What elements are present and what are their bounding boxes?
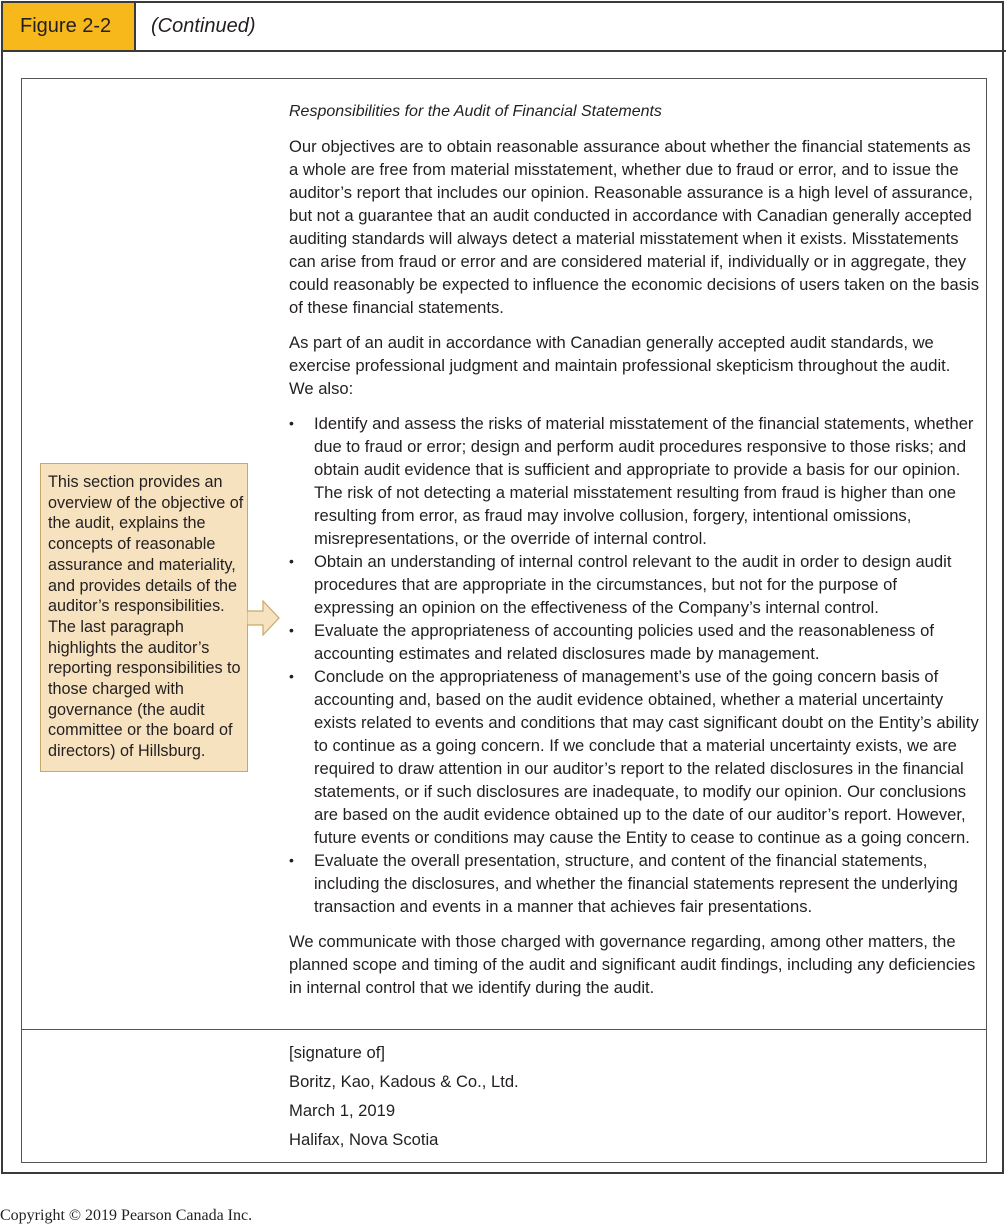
bullet-icon: •: [289, 622, 294, 638]
paragraph-objectives: Our objectives are to obtain reasonable assurance about whether the financial statements as a whole are free from material misstatement, whether due to fraud or error, and to issue the auditor’s report that includes our opinion. Reasonable assurance is a high level of assurance, but not a guarantee that an audit conducted in accordance with Canadian generally accepted auditing standards will always detect a material misstatement when it exists. Misstatements can arise from fraud or error and are considered material if, individually or in aggregate, they could reasonably be expected to influence the economic decisions of users taken on the basis of these financial statements.: [289, 137, 979, 317]
figure-caption: (Continued): [151, 15, 256, 37]
bullet-icon: •: [289, 852, 294, 868]
list-item-text: Obtain an understanding of internal control relevant to the audit in order to design audit procedures that are appropriate in the circumstances, but not for the purpose of expressing an opinion on the effectiveness of the Company’s internal control.: [314, 552, 952, 617]
bullet-icon: •: [289, 668, 294, 684]
signature-of: [signature of]: [289, 1043, 385, 1062]
list-item-text: Conclude on the appropriateness of management’s use of the going concern basis of accounting and, based on the audit evidence obtained, whether a material uncertainty exists related to events and conditions that may cast significant doubt on the Entity’s ability to continue as a going concern. If we conclude that a material uncertainty exists, we are required to draw attention in our auditor’s report to the related disclosures in the financial statements, or if such disclosures are inadequate, to modify our opinion. Our conclusions are based on the audit evidence obtained up to the date of our auditor’s report. However, future events or conditions may cause the Entity to cease to continue as a going concern.: [314, 667, 979, 847]
responsibilities-list: [289, 412, 979, 918]
report-body: [289, 100, 979, 1011]
section-title: Responsibilities for the Audit of Financial Statements: [289, 103, 662, 120]
list-item: [289, 665, 979, 849]
paragraph-audit-scope: As part of an audit in accordance with Canadian generally accepted audit standards, we exercise professional judgment and maintain professional skepticism throughout the audit. We also:: [289, 333, 951, 398]
signature-block: [289, 1041, 979, 1157]
figure-label: Figure 2-2: [3, 3, 136, 50]
paragraph-governance: We communicate with those charged with governance regarding, among other matters, the planned scope and timing of the audit and significant audit findings, including any deficiencies in internal control that we identify during the audit.: [289, 932, 976, 997]
copyright-notice: Copyright © 2019 Pearson Canada Inc.: [0, 1207, 253, 1224]
list-item: [289, 849, 979, 918]
bullet-icon: •: [289, 415, 294, 431]
list-item: [289, 619, 979, 665]
firm-name: Boritz, Kao, Kadous & Co., Ltd.: [289, 1072, 519, 1091]
report-date: March 1, 2019: [289, 1101, 396, 1120]
list-item: [289, 412, 979, 550]
list-item-text: Evaluate the overall presentation, structure, and content of the financial statements, including the disclosures, and whether the financial statements represent the underlying transaction and events in a manner that achieves fair presentations.: [314, 851, 958, 916]
report-location: Halifax, Nova Scotia: [289, 1130, 439, 1149]
list-item: [289, 550, 979, 619]
callout-arrow-icon: [247, 600, 281, 636]
margin-callout: This section provides an overview of the objective of the audit, explains the concepts of reasonable assurance and materiality, and provides details of the auditor’s responsibilities. The last paragraph highlights the auditor’s reporting responsibilities to those charged with governance (the audit committee or the board of directors) of Hillsburg.: [40, 463, 248, 772]
list-item-text: Evaluate the appropriateness of accounting policies used and the reasonableness of accounting estimates and related disclosures made by management.: [314, 621, 934, 663]
signature-divider: [22, 1029, 986, 1030]
list-item-text: Identify and assess the risks of material misstatement of the financial statements, whether due to fraud or error; design and perform audit procedures responsive to those risks; and obtain audit evidence that is sufficient and appropriate to provide a basis for our opinion. The risk of not detecting a material misstatement resulting from fraud is higher than one resulting from error, as fraud may involve collusion, forgery, intentional omissions, misrepresentations, or the override of internal control.: [314, 414, 974, 548]
figure-header: [3, 3, 1006, 52]
bullet-icon: •: [289, 553, 294, 569]
